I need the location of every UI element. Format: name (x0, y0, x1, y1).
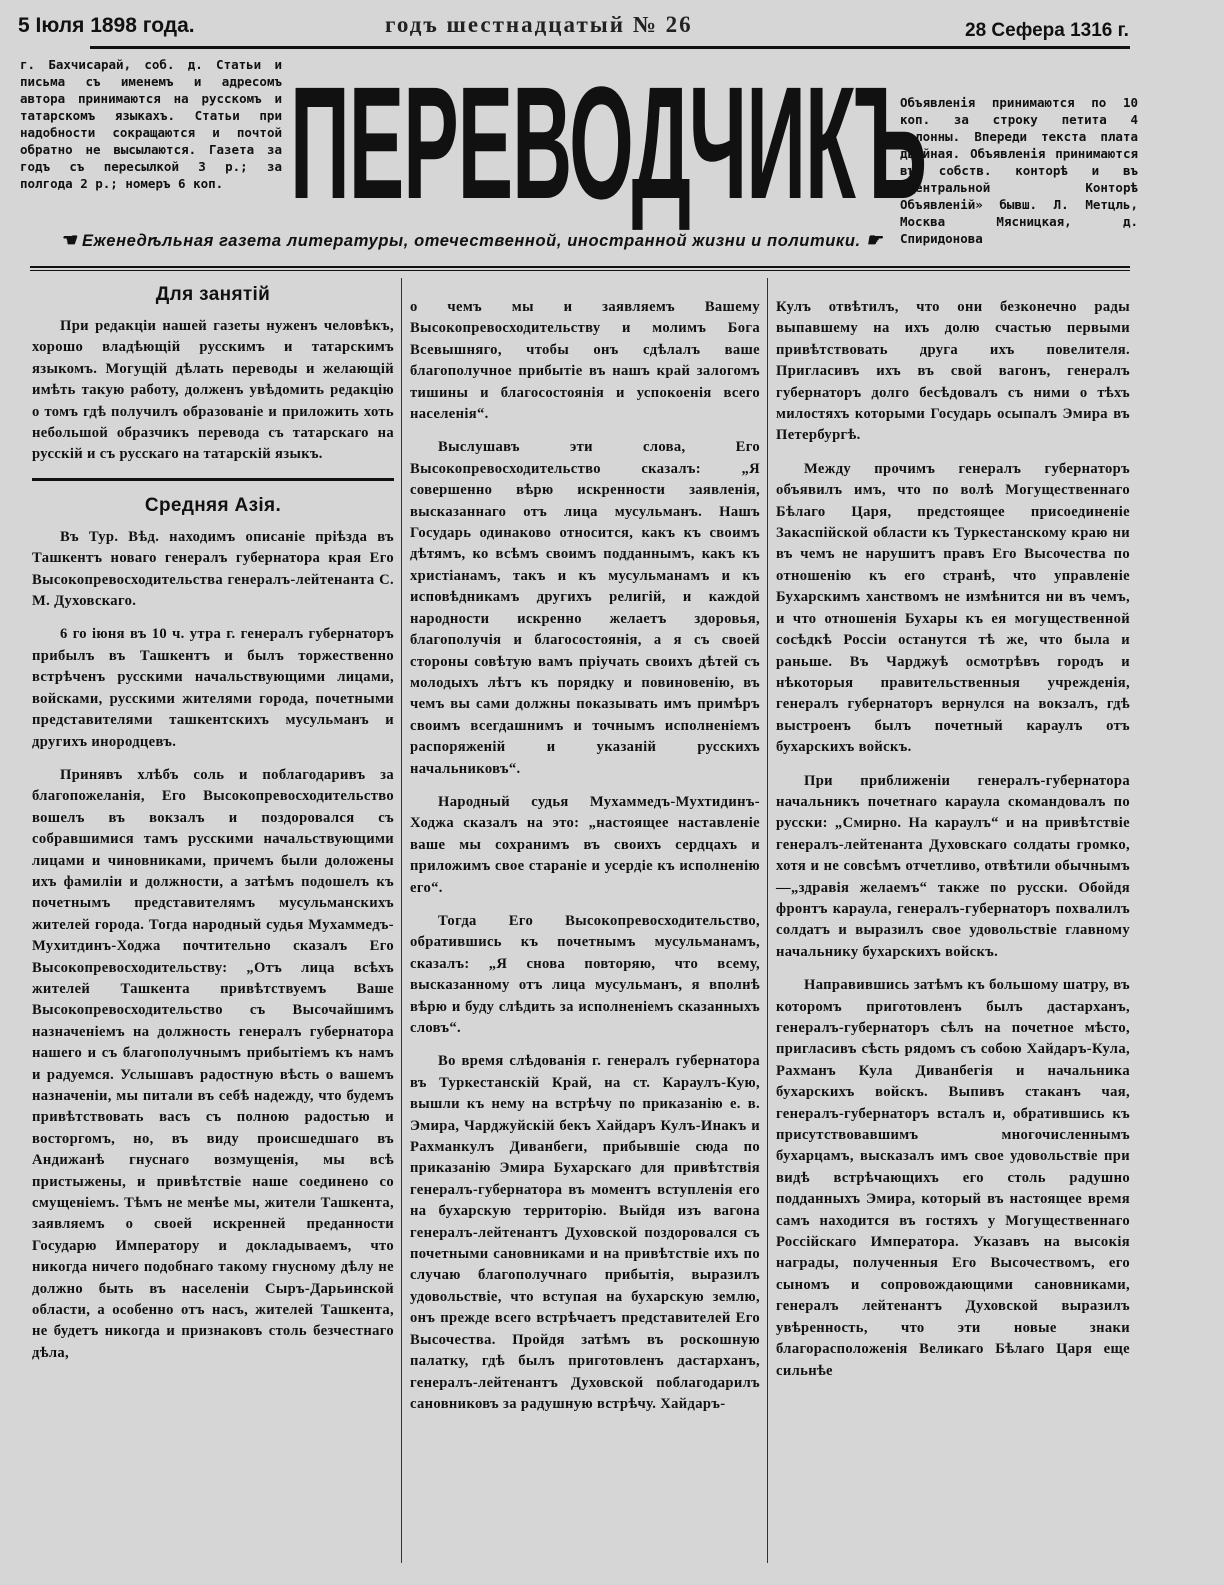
column-divider (767, 278, 768, 1563)
paragraph: При редакціи нашей газеты нуженъ человѣкъ, хорошо владѣющій русскимъ и татарскимъ языкомъ. Могущій дѣлать переводы и желающій имѣть такую работу, долженъ увѣдомить редакцію о томъ гдѣ получилъ образованіе и приложить хоть небольшой образчикъ перевода съ татарскаго на русскій и съ русскаго на татарскій языкъ. (32, 318, 394, 463)
pointing-hand-right-icon: ☛ (865, 230, 883, 250)
column-1 (32, 284, 394, 1376)
title-text: ПЕРЕВОДЧИКЪ (290, 53, 927, 232)
editorial-notice: г. Бахчисарай, соб. д. Статьи и письма съ именемъ и адресомъ автора принимаются на русскомъ и татарскомъ языкахъ. Статьи при надобности сокращаются и почтой обратно не высылаются. Газета за годъ съ пересылкой 3 р.; за полгода 2 р.; номеръ 6 коп. (20, 57, 282, 191)
column-3 (776, 297, 1130, 1394)
paragraph: Принявъ хлѣбъ соль и поблагодаривъ за благопожеланія, Его Высокопревосходительство вошелъ въ вокзалъ и поздоровался съ собравшимися тамъ русскими начальствующими лицами и чиновниками, причемъ были доложены ихъ фамиліи и должности, а затѣмъ подошелъ къ почетнымъ представителямъ мусульманскихъ жителей города. Тогда народный судья Мухаммедъ-Мухитдинъ-Ходжа почтительно сказалъ Его Высокопревосходительству: „Отъ лица всѣхъ жителей Ташкента привѣтствуемъ Ваше Высокопревосходительство съ Высочайшимъ назначеніемъ на должность генералъ губернатора нашего и съ благополучнымъ прибытіемъ къ намъ и радуемся. Услышавъ радостную вѣсть о вашемъ назначеніи, мы питали въ себѣ надежду, что будемъ привѣтствовать васъ съ полною радостью и восторгомъ, но, въ виду происшедшаго въ Андижанѣ гнуснаго возмущенія, мы всѣ пристыжены, и привѣтствіе наше соединено со смущеніемъ. Тѣмъ не менѣе мы, жители Ташкента, заявляемъ о своей искренней преданности Государю Императору и докладываемъ, что никогда ничего подобнаго такому гнусному дѣлу не должно быть въ населеніи Сыръ-Дарьинской области, а особенно отъ насъ, жителей Ташкента, не будетъ никогда и признаковъ столь безчестнаго дѣла, (32, 766, 394, 1361)
article-heading-central-asia: Средняя Азія. (144, 494, 282, 516)
paragraph: Кулъ отвѣтилъ, что они безконечно рады выпавшему на ихъ долю счастью первыми привѣтствовать друга ихъ повелителя. Пригласивъ ихъ въ свой вагонъ, генералъ губернаторъ долго бесѣдовалъ съ ними о тѣхъ милостяхъ которыми Государь осыпалъ Эмира въ Петербургѣ. (776, 299, 1130, 444)
advertising-notice: Объявленія принимаются по 10 коп. за строку петита 4 колонны. Впереди текста плата двойная. Объявленія принимаются въ собств. конторѣ и въ «Центральной Конторѣ Объявленій» бывш. Л. Метцль, Москва Мясницкая, д. Спиридонова (900, 95, 1138, 246)
article-separator (32, 478, 394, 481)
year-and-issue-number: годъ шестнадцатый № 26 (385, 12, 693, 37)
masthead-bottom-rule-thin (30, 270, 1130, 271)
masthead-bottom-rule (30, 266, 1130, 268)
subtitle-line (60, 230, 1110, 251)
article-heading-job: Для занятій (155, 284, 271, 305)
paragraph: Народный судья Мухаммедъ-Мухтидинъ-Ходжа сказалъ на это: „настоящее наставленіе ваше мы сохранимъ въ своихъ сердцахъ и приложимъ свое стараніе и усердіе къ исполненію его“. (410, 793, 760, 896)
paragraph: При приближеніи генералъ-губернатора начальникъ почетнаго караула скомандовалъ по русски: „Смирно. На караулъ“ и на привѣтствіе генералъ-лейтенанта Духовскаго солдаты громко, хотя и не совсѣмъ отчетливо, отвѣтили обычнымъ—„здравія желаемъ“ также по русски. Обойдя фронтъ караула, генералъ-губернаторъ похвалилъ солдатъ и выразилъ свое удовольствіе главному начальнику бухарскихъ войскъ. (776, 772, 1130, 960)
column-2 (410, 297, 760, 1427)
paragraph: Во время слѣдованія г. генералъ губернатора въ Туркестанскій Край, на ст. Караулъ-Кую, вышли къ нему на встрѣчу по приказанію е. в. Эмира, Чарджуйскій бекъ Хайдаръ Кулъ-Инакъ и Рахманкулъ Диванбеги, прибывшіе сюда по приказанію Эмира Бухарскаго для привѣтствія генералъ-губернатора въ моментъ вступленія его на бухарскую территорію. Выйдя изъ вагона генералъ-лейтенантъ Духовской поздоровался съ почетными сановниками и на привѣтствіе ихъ по случаю благополучнаго прибытія, выразилъ удовольствіе, что вступая на бухарскую землю, онъ прежде всего встрѣчаетъ представителей Его Высочества. Пройдя затѣмъ въ роскошную палатку, гдѣ былъ приготовленъ дастарханъ, генералъ-лейтенантъ Духовской поблагодарилъ сановниковъ за радушную встрѣчу. Хайдаръ- (410, 1053, 760, 1412)
column-divider (401, 278, 402, 1563)
paragraph: 6 го іюня въ 10 ч. утра г. генералъ губернаторъ прибылъ въ Ташкентъ и былъ торжественно встрѣченъ русскими начальствующими лицами, войсками, русскими жителями города, почетными представителями ташкентскихъ мусульманъ и другихъ инородцевъ. (32, 626, 394, 750)
paragraph: Направившись затѣмъ къ большому шатру, въ которомъ приготовленъ былъ дастарханъ, генералъ-губернаторъ сѣлъ на почетное мѣсто, пригласивъ сѣсть рядомъ съ собою Хайдаръ-Кула, Рахманъ Кула Диванбегія и начальника бухарскихъ войскъ. Выпивъ стаканъ чая, генералъ-губернаторъ всталъ и, обратившись къ присутствовавшимъ многочисленнымъ бухарцамъ, высказалъ имъ свое удовольствіе при видѣ встрѣчающихъ его столь радушно подданныхъ Эмира, который въ настоящее время самъ находится въ гостяхъ у Могущественнаго Россійскаго Императора. Указавъ на высокія награды, полученныя Его Высочествомъ, его сыномъ и сопровождающими сановниками, генералъ лейтенантъ Духовской выразилъ увѣренность, что эти новые знаки благорасположенія Великаго Бѣлаго Царя еще сильнѣе (776, 977, 1130, 1379)
paragraph: Выслушавъ эти слова, Его Высокопревосходительство сказалъ: „Я совершенно вѣрю искренности заявленія, высказаннаго отъ лица мусульманъ. Нашъ Государь одинаково относится, какъ къ своимъ дѣтямъ, ко всѣмъ своимъ подданнымъ, какъ къ христіанамъ, такъ и къ мусульманамъ и къ исповѣдникамъ другихъ религій, и каждой народности искренно желаетъ здоровья, благополучія и благосостоянія, а я съ своей стороны совѣтую вамъ пріучать своихъ дѣтей съ молодыхъ лѣтъ къ порядку и повиновенію, въ чемъ вы сами должны показывать имъ примѣръ своимъ всегдашнимъ и точнымъ исполненіемъ распоряженій и указаній русскихъ начальниковъ“. (410, 439, 760, 777)
paragraph: Въ Тур. Вѣд. находимъ описаніе пріѣзда въ Ташкентъ новаго генералъ губернатора края Его Высокопревосходительства генералъ-лейтенанта С. М. Духовскаго. (32, 528, 394, 610)
pointing-hand-left-icon: ☚ (60, 230, 77, 250)
paragraph: о чемъ мы и заявляемъ Вашему Высокопревосходительству и молимъ Бога Всевышняго, чтобы онъ сдѣлалъ ваше благополучное прибытіе въ нашъ край залогомъ тишины и благосостоянія и успокоенія всего населенія“. (410, 299, 760, 423)
masthead-top-rule (90, 46, 1130, 49)
hijri-date: 28 Сефера 1316 г. (965, 20, 1129, 41)
issue-date: 5 Іюля 1898 года. (18, 14, 195, 37)
paragraph: Тогда Его Высокопревосходительство, обратившись къ почетнымъ мусульманамъ, сказалъ: „Я снова повторяю, что всему, высказанному отъ лица мусульманъ, я вполнѣ вѣрю и буду слѣдить за исполненіемъ сказанныхъ словъ“. (410, 912, 760, 1036)
subtitle-text: Еженедѣльная газета литературы, отечественной, иностранной жизни и политики. (81, 232, 861, 250)
newspaper-title (290, 53, 927, 232)
paragraph: Между прочимъ генералъ губернаторъ объявилъ имъ, что по волѣ Могущественнаго Бѣлаго Царя, предстоящее присоединеніе Закаспійской области къ Туркестанскому краю ни въ чемъ не нарушитъ правъ Его Высочества по отношенію къ его странѣ, что управленіе Бухарскимъ ханствомъ не измѣнится ни въ чемъ, и что отношенія Бухары къ ея могущественной сосѣдкѣ Россіи останутся тѣ же, что была и раньше. Въ Чарджуѣ осмотрѣвъ городъ и нѣкоторыя правительственныя учрежденія, генералъ губернаторъ вернулся на вокзалъ, гдѣ выстроенъ былъ почетный караулъ отъ бухарскихъ войскъ. (776, 460, 1130, 756)
